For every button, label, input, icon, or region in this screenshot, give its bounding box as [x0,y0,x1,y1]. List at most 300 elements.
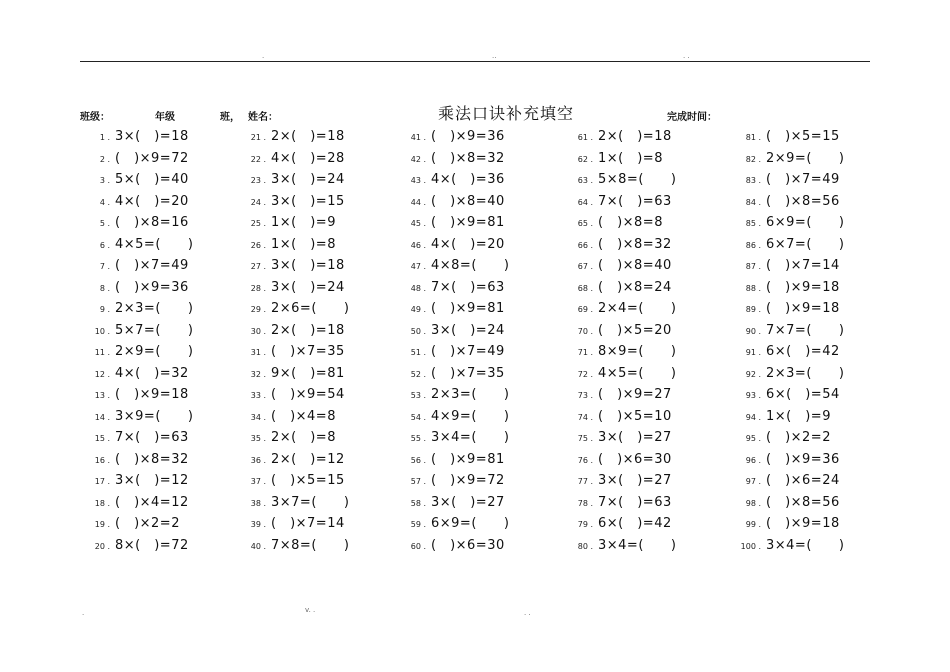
question-equation: 3×( )=24 [431,322,505,338]
question-number: 48 . [410,283,426,293]
question-equation: 2×( )=18 [598,129,672,144]
question-number: 5 . [99,219,110,228]
question-number: 56 . [410,455,426,465]
question-item [80,298,193,320]
question-equation: ( )×9=72 [431,473,505,488]
question-number: 74 . [577,412,593,422]
question-item [80,406,193,428]
question-number: 88 . [745,283,761,293]
question-equation: ( )×6=24 [766,473,840,488]
question-item [238,320,349,342]
question-equation: 7×( )=63 [598,193,672,209]
question-equation: ( )×9=18 [766,301,840,316]
question-equation: 1×( )=9 [766,408,831,424]
question-item [565,470,676,492]
question-item [398,492,509,514]
question-number: 86 . [745,240,761,250]
question-item [565,449,676,471]
question-number: 7 . [99,262,110,271]
question-number: 71 . [577,348,593,357]
question-number: 37 . [250,477,266,486]
question-number: 80 . [577,541,593,551]
question-equation: ( )×9=81 [431,215,505,230]
question-item [727,320,844,342]
question-number: 33 . [250,391,266,400]
question-item [727,363,844,385]
question-item [727,513,844,535]
worksheet-title: 乘法口诀补充填空 [438,104,575,123]
question-equation: 5×7=( ) [115,322,194,338]
question-number: 60 . [410,541,426,551]
question-equation: 4×( )=36 [431,172,505,187]
question-number: 10 . [94,326,110,336]
question-equation: ( )×5=10 [598,408,672,424]
bottom-mark-1: . [82,609,85,617]
question-equation: ( )×7=14 [766,258,840,273]
question-item [80,470,193,492]
question-column-2 [238,126,349,556]
bottom-mark-3: . . [524,609,531,617]
question-item [398,341,509,363]
question-equation: 7×( )=63 [115,430,189,445]
question-number: 20 . [94,541,110,551]
question-number: 19 . [94,520,110,529]
question-equation: ( )×9=36 [115,279,189,295]
question-column-3 [398,126,509,556]
question-number: 53 . [410,391,426,400]
question-number: 92 . [745,369,761,379]
question-equation: ( )×9=81 [431,451,505,467]
question-equation: ( )×5=15 [766,129,840,144]
question-number: 12 . [94,369,110,379]
question-equation: 2×3=( ) [431,387,510,402]
question-item [398,212,509,234]
bottom-mark-2: v. . [305,606,316,614]
question-equation: 4×8=( ) [431,258,510,273]
question-item [565,148,676,170]
question-number: 67 . [577,262,593,271]
question-item [238,535,349,557]
question-item [80,427,193,449]
question-equation: 3×9=( ) [115,408,194,424]
question-number: 59 . [410,520,426,529]
question-equation: ( )×2=2 [766,430,831,445]
question-number: 94 . [745,412,761,422]
question-equation: 4×( )=28 [271,150,345,166]
question-item [398,277,509,299]
question-number: 96 . [745,455,761,465]
question-equation: 4×( )=32 [115,365,189,381]
question-item [398,535,509,557]
question-item [398,470,509,492]
question-equation: 6×( )=42 [598,516,672,531]
question-equation: 3×( )=18 [271,258,345,273]
question-equation: 2×3=( ) [115,301,194,316]
question-item [727,255,844,277]
question-number: 51 . [410,348,426,357]
question-equation: 2×6=( ) [271,301,350,316]
question-equation: ( )×6=30 [598,451,672,467]
question-number: 70 . [577,326,593,336]
question-equation: ( )×7=49 [431,344,505,359]
question-number: 25 . [250,219,266,228]
question-equation: 7×( )=63 [431,279,505,295]
top-mark-2: .. [492,52,497,60]
question-item [727,191,844,213]
question-number: 49 . [410,305,426,314]
question-equation: 3×4=( ) [598,537,677,553]
question-number: 44 . [410,197,426,207]
question-number: 54 . [410,412,426,422]
question-number: 17 . [94,477,110,486]
question-equation: 3×( )=27 [431,494,505,510]
question-item [238,191,349,213]
question-item [727,234,844,256]
question-number: 91 . [745,348,761,357]
question-number: 76 . [577,455,593,465]
question-number: 39 . [250,520,266,529]
question-item [727,470,844,492]
question-equation: ( )×8=8 [598,215,663,230]
question-number: 63 . [577,176,593,185]
question-item [80,449,193,471]
question-number: 4 . [99,197,110,207]
question-number: 31 . [250,348,266,357]
question-equation: 2×9=( ) [766,150,845,166]
question-item [238,126,349,148]
question-item [727,449,844,471]
question-item [565,341,676,363]
question-number: 52 . [410,369,426,379]
question-equation: ( )×4=8 [271,408,336,424]
question-item [238,341,349,363]
top-mark-1: . [262,52,265,60]
question-item [565,535,676,557]
question-item [565,363,676,385]
question-equation: ( )×2=2 [115,516,180,531]
question-equation: ( )×9=36 [766,451,840,467]
question-number: 84 . [745,197,761,207]
question-number: 98 . [745,498,761,508]
question-item [238,148,349,170]
question-number: 95 . [745,434,761,443]
question-number: 38 . [250,498,266,508]
question-number: 73 . [577,391,593,400]
question-equation: 7×( )=63 [598,494,672,510]
question-number: 43 . [410,176,426,185]
question-equation: 2×( )=12 [271,451,345,467]
question-item [80,492,193,514]
question-number: 21 . [250,133,266,142]
question-number: 93 . [745,391,761,400]
question-item [565,406,676,428]
question-equation: 3×7=( ) [271,494,350,510]
question-item [398,449,509,471]
question-number: 11 . [94,348,110,357]
question-number: 8 . [99,283,110,293]
question-number: 18 . [94,498,110,508]
question-equation: ( )×7=49 [766,172,840,187]
question-equation: 1×( )=9 [271,215,336,230]
question-equation: 2×( )=18 [271,322,345,338]
question-item [238,470,349,492]
question-item [727,126,844,148]
question-item [398,169,509,191]
question-equation: 4×( )=20 [115,193,189,209]
question-item [727,277,844,299]
question-item [565,320,676,342]
top-mark-3: . . [683,52,690,60]
question-equation: 3×( )=12 [115,473,189,488]
question-equation: 3×4=( ) [431,430,510,445]
question-equation: ( )×7=35 [271,344,345,359]
question-item [238,513,349,535]
question-equation: 3×( )=18 [115,129,189,144]
question-number: 83 . [745,176,761,185]
question-number: 64 . [577,197,593,207]
class-label: 班级： [80,112,110,123]
question-number: 46 . [410,240,426,250]
question-equation: 4×5=( ) [115,236,194,252]
question-equation: 2×4=( ) [598,301,677,316]
name-label: 姓名： [248,112,278,123]
question-equation: 6×9=( ) [766,215,845,230]
question-item [727,492,844,514]
question-equation: 4×( )=20 [431,236,505,252]
question-item [238,427,349,449]
question-number: 40 . [250,541,266,551]
question-number: 9 . [99,305,110,314]
question-item [80,255,193,277]
question-equation: 1×( )=8 [271,236,336,252]
question-item [727,427,844,449]
question-item [565,234,676,256]
question-equation: 8×9=( ) [598,344,677,359]
question-equation: ( )×9=81 [431,301,505,316]
question-equation: ( )×7=49 [115,258,189,273]
question-number: 61 . [577,133,593,142]
question-item [238,277,349,299]
question-item [80,277,193,299]
question-equation: ( )×9=54 [271,387,345,402]
question-item [398,148,509,170]
question-number: 30 . [250,326,266,336]
question-item [238,255,349,277]
question-item [727,341,844,363]
question-item [238,492,349,514]
question-equation: 3×( )=24 [271,172,345,187]
question-equation: ( )×4=12 [115,494,189,510]
question-equation: 2×( )=8 [271,430,336,445]
question-item [565,513,676,535]
question-number: 68 . [577,283,593,293]
question-column-5 [727,126,844,556]
question-number: 99 . [745,520,761,529]
question-equation: 6×9=( ) [431,516,510,531]
question-item [565,277,676,299]
question-number: 16 . [94,455,110,465]
question-equation: ( )×9=18 [766,279,840,295]
question-item [80,212,193,234]
question-item [727,148,844,170]
question-number: 6 . [99,240,110,250]
question-number: 24 . [250,197,266,207]
question-equation: ( )×8=56 [766,494,840,510]
question-item [80,384,193,406]
question-number: 72 . [577,369,593,379]
question-number: 36 . [250,455,266,465]
question-item [238,384,349,406]
question-number: 34 . [250,412,266,422]
question-equation: 4×9=( ) [431,408,510,424]
question-item [398,384,509,406]
question-item [80,169,193,191]
question-number: 45 . [410,219,426,228]
question-equation: 3×4=( ) [766,537,845,553]
question-item [727,298,844,320]
question-item [398,126,509,148]
question-equation: 5×( )=40 [115,172,189,187]
question-item [398,255,509,277]
question-number: 58 . [410,498,426,508]
question-equation: 7×8=( ) [271,537,350,553]
question-equation: 5×8=( ) [598,172,677,187]
question-equation: ( )×7=35 [431,365,505,381]
question-number: 22 . [250,154,266,164]
question-number: 55 . [410,434,426,443]
question-number: 90 . [745,326,761,336]
question-equation: 3×( )=15 [271,193,345,209]
question-item [238,449,349,471]
grade-label: 年级 [155,112,175,123]
question-item [565,427,676,449]
question-item [398,320,509,342]
question-item [80,341,193,363]
question-number: 75 . [577,434,593,443]
question-number: 14 . [94,412,110,422]
question-item [565,212,676,234]
question-item [238,212,349,234]
question-number: 81 . [745,133,761,142]
question-equation: ( )×8=40 [431,193,505,209]
question-item [80,320,193,342]
question-number: 57 . [410,477,426,486]
question-number: 79 . [577,520,593,529]
question-number: 66 . [577,240,593,250]
question-equation: 2×9=( ) [115,344,194,359]
question-number: 3 . [99,176,110,185]
question-item [398,406,509,428]
question-number: 65 . [577,219,593,228]
question-number: 89 . [745,305,761,314]
question-item [565,384,676,406]
question-item [398,298,509,320]
question-item [398,363,509,385]
question-equation: ( )×9=36 [431,129,505,144]
question-equation: ( )×9=18 [766,516,840,531]
question-item [727,169,844,191]
question-equation: 8×( )=72 [115,537,189,553]
question-equation: ( )×9=72 [115,150,189,166]
question-item [80,126,193,148]
question-item [727,384,844,406]
question-equation: ( )×8=16 [115,215,189,230]
question-item [398,513,509,535]
question-number: 87 . [745,262,761,271]
question-equation: ( )×7=14 [271,516,345,531]
question-equation: 7×7=( ) [766,322,845,338]
question-number: 85 . [745,219,761,228]
question-number: 1 . [99,133,110,142]
question-item [238,298,349,320]
question-number: 50 . [410,326,426,336]
top-rule [80,61,870,62]
question-equation: ( )×6=30 [431,537,505,553]
question-equation: 2×3=( ) [766,365,845,381]
question-item [398,427,509,449]
question-number: 42 . [410,154,426,164]
question-number: 27 . [250,262,266,271]
question-equation: ( )×8=24 [598,279,672,295]
question-number: 69 . [577,305,593,314]
question-number: 97 . [745,477,761,486]
question-equation: 4×5=( ) [598,365,677,381]
question-number: 35 . [250,434,266,443]
question-number: 13 . [94,391,110,400]
question-item [565,191,676,213]
question-equation: ( )×5=20 [598,322,672,338]
question-item [565,255,676,277]
question-item [565,169,676,191]
question-item [565,492,676,514]
question-equation: ( )×5=15 [271,473,345,488]
question-item [398,191,509,213]
question-column-1 [80,126,193,556]
question-column-4 [565,126,676,556]
question-item [238,406,349,428]
question-equation: 3×( )=27 [598,473,672,488]
question-number: 78 . [577,498,593,508]
question-item [238,234,349,256]
question-equation: ( )×8=40 [598,258,672,273]
question-number: 23 . [250,176,266,185]
question-item [565,126,676,148]
question-equation: 3×( )=27 [598,430,672,445]
question-equation: ( )×8=56 [766,193,840,209]
question-item [398,234,509,256]
question-equation: 2×( )=18 [271,129,345,144]
question-item [238,169,349,191]
question-equation: ( )×9=27 [598,387,672,402]
question-equation: 6×( )=54 [766,387,840,402]
question-equation: 3×( )=24 [271,279,345,295]
question-equation: ( )×8=32 [431,150,505,166]
question-item [80,148,193,170]
class-suffix: 班， [220,112,240,123]
question-equation: 6×7=( ) [766,236,845,252]
question-number: 32 . [250,369,266,379]
question-number: 100 . [740,541,761,551]
time-label: 完成时间： [667,112,717,123]
question-item [727,406,844,428]
question-item [80,234,193,256]
question-equation: ( )×8=32 [115,451,189,467]
question-item [80,363,193,385]
question-item [727,535,844,557]
question-equation: 1×( )=8 [598,150,663,166]
question-number: 62 . [577,154,593,164]
question-number: 2 . [99,154,110,164]
